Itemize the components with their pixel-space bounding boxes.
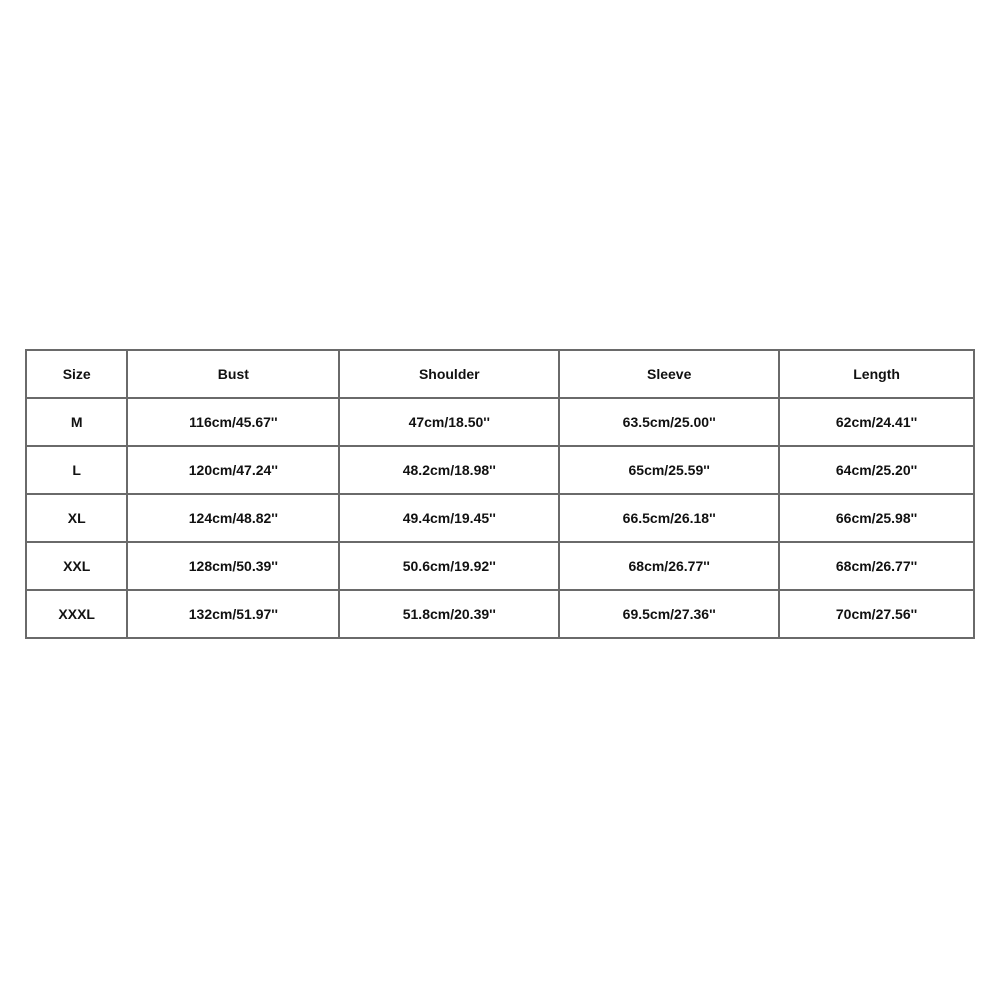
size-chart-table bbox=[25, 349, 975, 639]
shoulder-cell: 51.8cm/20.39'' bbox=[339, 590, 559, 638]
length-cell: 64cm/25.20'' bbox=[779, 446, 974, 494]
sleeve-cell: 69.5cm/27.36'' bbox=[559, 590, 779, 638]
header-sleeve: Sleeve bbox=[559, 350, 779, 398]
length-cell: 68cm/26.77'' bbox=[779, 542, 974, 590]
size-cell: M bbox=[26, 398, 127, 446]
header-length: Length bbox=[779, 350, 974, 398]
bust-cell: 124cm/48.82'' bbox=[127, 494, 339, 542]
size-cell: L bbox=[26, 446, 127, 494]
bust-cell: 116cm/45.67'' bbox=[127, 398, 339, 446]
shoulder-cell: 48.2cm/18.98'' bbox=[339, 446, 559, 494]
header-size: Size bbox=[26, 350, 127, 398]
sleeve-cell: 68cm/26.77'' bbox=[559, 542, 779, 590]
sleeve-cell: 63.5cm/25.00'' bbox=[559, 398, 779, 446]
bust-cell: 120cm/47.24'' bbox=[127, 446, 339, 494]
sleeve-cell: 66.5cm/26.18'' bbox=[559, 494, 779, 542]
shoulder-cell: 47cm/18.50'' bbox=[339, 398, 559, 446]
size-cell: XXXL bbox=[26, 590, 127, 638]
shoulder-cell: 50.6cm/19.92'' bbox=[339, 542, 559, 590]
length-cell: 70cm/27.56'' bbox=[779, 590, 974, 638]
table-header-row bbox=[26, 350, 974, 398]
table-row bbox=[26, 446, 974, 494]
bust-cell: 128cm/50.39'' bbox=[127, 542, 339, 590]
table-row bbox=[26, 398, 974, 446]
header-shoulder: Shoulder bbox=[339, 350, 559, 398]
sleeve-cell: 65cm/25.59'' bbox=[559, 446, 779, 494]
table-row bbox=[26, 494, 974, 542]
size-cell: XXL bbox=[26, 542, 127, 590]
size-cell: XL bbox=[26, 494, 127, 542]
length-cell: 62cm/24.41'' bbox=[779, 398, 974, 446]
bust-cell: 132cm/51.97'' bbox=[127, 590, 339, 638]
table-row bbox=[26, 542, 974, 590]
table-row bbox=[26, 590, 974, 638]
shoulder-cell: 49.4cm/19.45'' bbox=[339, 494, 559, 542]
header-bust: Bust bbox=[127, 350, 339, 398]
length-cell: 66cm/25.98'' bbox=[779, 494, 974, 542]
